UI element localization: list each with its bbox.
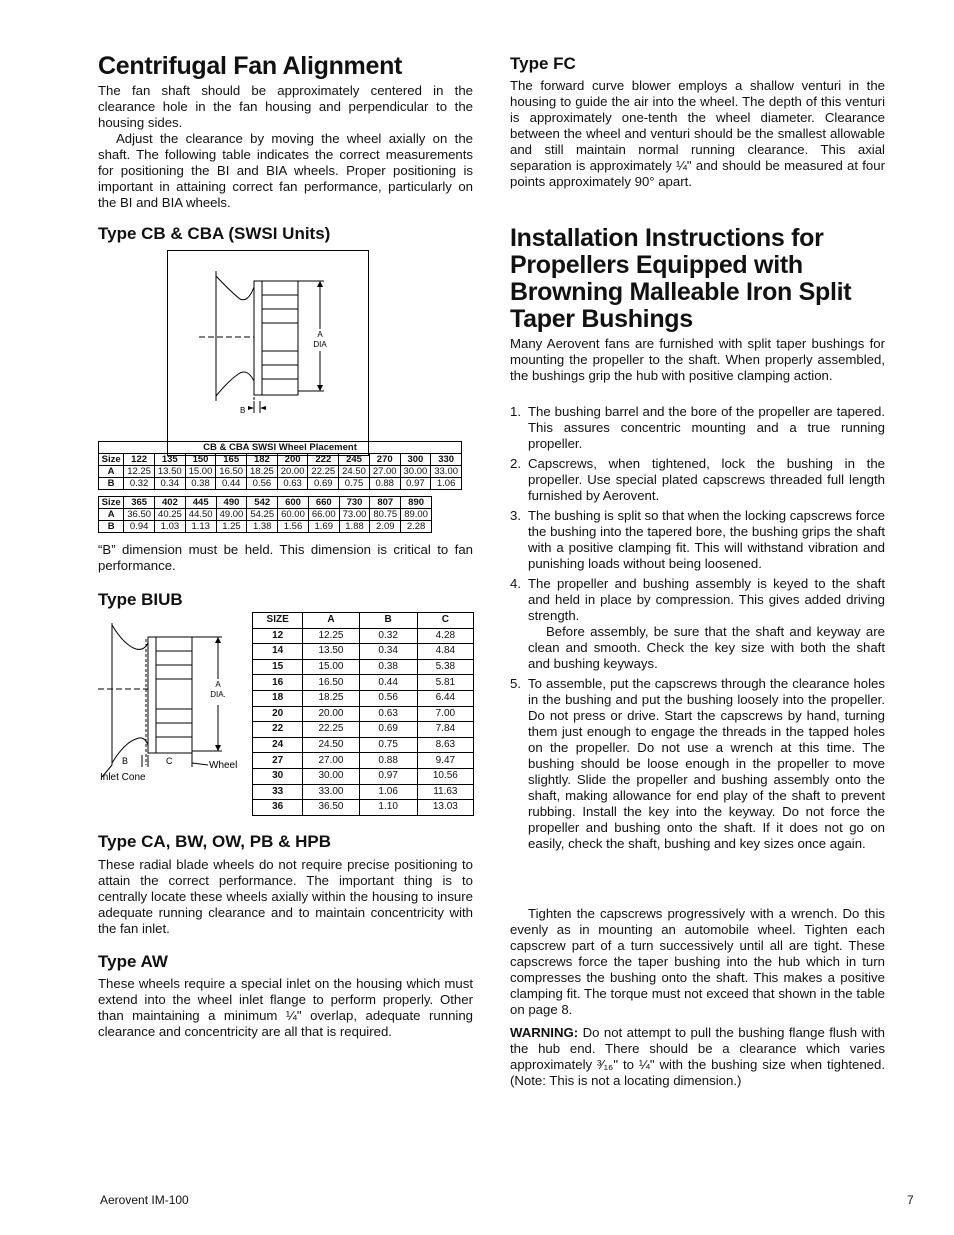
table-cell: B bbox=[99, 521, 124, 533]
table-cell: 4.28 bbox=[417, 628, 473, 644]
fc-paragraph: The forward curve blower employs a shallow venturi in the housing to guide the air into the wheel. The depth of this venturi is approximately one-tenth the wheel diameter. Clearance between the wheel and venturi should be the smallest allowable and still maintain normal running clearance. This axial separation is approximately ¼" and should be measured at four points approximately 90° apart. bbox=[510, 78, 885, 189]
table-cell: 890 bbox=[401, 497, 432, 509]
cb-wheel-drawing bbox=[168, 251, 368, 455]
table-cell: 1.25 bbox=[216, 521, 247, 533]
table-cell: 11.63 bbox=[417, 784, 473, 800]
table-cell: 12.25 bbox=[124, 466, 155, 478]
table-cell: 402 bbox=[155, 497, 186, 509]
table-row bbox=[253, 737, 474, 753]
table-row bbox=[253, 675, 474, 691]
table-row bbox=[253, 659, 474, 675]
table-cell: 270 bbox=[369, 454, 400, 466]
biub-dia-label: DIA. bbox=[210, 690, 226, 699]
step-number: 3. bbox=[510, 508, 521, 523]
aw-heading: Type AW bbox=[98, 952, 168, 971]
biub-c-label: C bbox=[166, 756, 173, 766]
table-cell: A bbox=[99, 509, 124, 521]
cb-a-label: A bbox=[317, 330, 323, 339]
cb-size-row-2 bbox=[99, 497, 432, 509]
footer-page-number: 7 bbox=[907, 1193, 914, 1207]
biub-wheel-label: Wheel bbox=[209, 760, 238, 771]
table-cell: 600 bbox=[278, 497, 309, 509]
table-cell: 13.50 bbox=[154, 466, 185, 478]
step-text: The bushing is split so that when the locking capscrews force the bushing into the tapered bore, the bushing grips the shaft with a positive clamping fit. This will withstand vibration and punishing loads without being loosened. bbox=[528, 508, 885, 571]
table-cell: 36.50 bbox=[124, 509, 155, 521]
list-item bbox=[510, 576, 885, 672]
table-cell: 0.44 bbox=[359, 675, 417, 691]
biub-wheel-diagram bbox=[98, 615, 248, 790]
table-cell: 445 bbox=[185, 497, 216, 509]
table-cell: 40.25 bbox=[155, 509, 186, 521]
table-row bbox=[253, 784, 474, 800]
step-text: The bushing barrel and the bore of the propeller are tapered. This assures concentric mounting and a true running propeller. bbox=[528, 404, 885, 451]
table-cell: 20.00 bbox=[303, 706, 359, 722]
table-cell: 89.00 bbox=[401, 509, 432, 521]
table-cell: 22 bbox=[253, 722, 303, 738]
install-title: Installation Instructions for Propellers Equipped with Browning Malleable Iron Split Taper Bushings bbox=[510, 224, 852, 333]
table-cell: 0.88 bbox=[359, 753, 417, 769]
table-cell: 18 bbox=[253, 690, 303, 706]
step-text: The propeller and bushing assembly is keyed to the shaft and held in place by compression. This gives added driving strength. bbox=[528, 576, 885, 623]
table-row bbox=[253, 753, 474, 769]
table-cell: 1.03 bbox=[155, 521, 186, 533]
table-cell: 54.25 bbox=[247, 509, 278, 521]
table-cell: 1.56 bbox=[278, 521, 309, 533]
table-cell: 0.75 bbox=[359, 737, 417, 753]
table-cell: 0.34 bbox=[154, 478, 185, 490]
table-cell: 12 bbox=[253, 628, 303, 644]
table-row bbox=[253, 628, 474, 644]
table-cell: 33.00 bbox=[303, 784, 359, 800]
cb-wheel-diagram bbox=[167, 250, 369, 456]
table-cell: 20 bbox=[253, 706, 303, 722]
table-cell: 1.13 bbox=[185, 521, 216, 533]
table-cell: 330 bbox=[431, 454, 462, 466]
table-row bbox=[253, 690, 474, 706]
warning-text: Do not attempt to pull the bushing flange flush with the hub end. There should be a clearance which varies approximately ³⁄₁₆" to ¼" with the bushing size when tightened. (Note: This is not a locating dimension.) bbox=[510, 1025, 885, 1088]
table-cell: 66.00 bbox=[308, 509, 339, 521]
table-cell: 33 bbox=[253, 784, 303, 800]
table-cell: 0.69 bbox=[308, 478, 339, 490]
table-cell: 44.50 bbox=[185, 509, 216, 521]
tighten-paragraph: Tighten the capscrews progressively with a wrench. Do this evenly as in mounting an automobile wheel. Tighten each capscrew part of a turn successively until all are tight. These capscrews force the taper bushing into the hub which in turn compresses the bushing onto the shaft. This makes a positive clamping fit. The torque must not exceed that shown in the table on page 8. bbox=[510, 906, 885, 1017]
table-cell: 122 bbox=[124, 454, 155, 466]
table-cell: 2.28 bbox=[401, 521, 432, 533]
table-cell: 1.88 bbox=[339, 521, 370, 533]
biub-heading: Type BIUB bbox=[98, 590, 183, 609]
table-cell: 365 bbox=[124, 497, 155, 509]
table-cell: 7.00 bbox=[417, 706, 473, 722]
table-cell: 1.06 bbox=[431, 478, 462, 490]
table-cell: 24.50 bbox=[303, 737, 359, 753]
table-cell: 4.84 bbox=[417, 644, 473, 660]
table-cell: 60.00 bbox=[278, 509, 309, 521]
intro-paragraph-1: The fan shaft should be approximately centered in the clearance hole in the fan housing and perpendicular to the housing sides. bbox=[98, 83, 473, 130]
cb-a-row-2 bbox=[99, 509, 432, 521]
biub-inlet-label: Inlet Cone bbox=[100, 772, 146, 783]
table-cell: 0.38 bbox=[359, 659, 417, 675]
step-text: To assemble, put the capscrews through the clearance holes in the bushing and put the bushing loosely into the propeller. Do not press or drive. Start the capscrews by hand, turning them just enough to engage the threads in the tapped holes on the propeller. Do not use a wrench at this time. The bushing should be loose enough in the propeller to move slightly. Slide the propeller and bushing assembly onto the shaft, making allowance for end play of the shaft to prevent rubbing. Install the key into the keyway. Do not force the propeller and bushing onto the shaft. If it does not go on easily, check the shaft, bushing and key sizes once again. bbox=[528, 676, 885, 851]
table-cell: 13.03 bbox=[417, 800, 473, 816]
table-cell: 15 bbox=[253, 659, 303, 675]
cb-b-label: B bbox=[240, 406, 246, 415]
table-cell: 36.50 bbox=[303, 800, 359, 816]
table-cell: 1.10 bbox=[359, 800, 417, 816]
table-cell: 300 bbox=[400, 454, 431, 466]
table-cell: 22.25 bbox=[308, 466, 339, 478]
table-cell: 9.47 bbox=[417, 753, 473, 769]
table-cell: 0.56 bbox=[359, 690, 417, 706]
list-item bbox=[510, 508, 885, 572]
biub-header-size: SIZE bbox=[253, 613, 303, 629]
table-cell: 182 bbox=[247, 454, 278, 466]
aw-paragraph: These wheels require a special inlet on the housing which must extend into the wheel inlet flange to perform properly. Other than maintaining a minimum ¼" overlap, adequate running clearance and concentricity are all that is required. bbox=[98, 976, 473, 1039]
table-cell: 16.50 bbox=[303, 675, 359, 691]
cb-size-row-1 bbox=[99, 454, 462, 466]
table-cell: 24.50 bbox=[339, 466, 370, 478]
table-cell: 135 bbox=[154, 454, 185, 466]
cb-a-row-1 bbox=[99, 466, 462, 478]
table-cell: 6.44 bbox=[417, 690, 473, 706]
table-cell: 22.25 bbox=[303, 722, 359, 738]
step-number: 4. bbox=[510, 576, 521, 591]
cb-placement-table-2 bbox=[98, 496, 432, 533]
b-dimension-note: “B” dimension must be held. This dimension is critical to fan performance. bbox=[98, 542, 473, 573]
cb-dia-label: DIA bbox=[313, 340, 327, 349]
table-cell: 1.69 bbox=[308, 521, 339, 533]
table-cell: 0.75 bbox=[339, 478, 370, 490]
table-row bbox=[253, 706, 474, 722]
table-cell: 27.00 bbox=[303, 753, 359, 769]
table-cell: 0.34 bbox=[359, 644, 417, 660]
table-cell: 165 bbox=[216, 454, 247, 466]
table-cell: 7.84 bbox=[417, 722, 473, 738]
step-number: 2. bbox=[510, 456, 521, 471]
table-cell: 33.00 bbox=[431, 466, 462, 478]
footer-doc-id: Aerovent IM-100 bbox=[100, 1193, 189, 1207]
table-cell: 0.32 bbox=[359, 628, 417, 644]
table-cell: 0.94 bbox=[124, 521, 155, 533]
cb-b-row-2 bbox=[99, 521, 432, 533]
table-row bbox=[253, 800, 474, 816]
table-cell: 30 bbox=[253, 768, 303, 784]
step-text: Capscrews, when tightened, lock the bushing in the propeller. Use special plated capscrews threaded full length furnished by Aerovent. bbox=[528, 456, 885, 503]
cb-table-caption: CB & CBA SWSI Wheel Placement bbox=[99, 442, 462, 454]
table-row bbox=[253, 644, 474, 660]
table-cell: 660 bbox=[308, 497, 339, 509]
table-cell: 0.56 bbox=[247, 478, 278, 490]
table-cell: 30.00 bbox=[303, 768, 359, 784]
table-cell: B bbox=[99, 478, 124, 490]
table-cell: A bbox=[99, 466, 124, 478]
table-cell: 222 bbox=[308, 454, 339, 466]
table-cell: 13.50 bbox=[303, 644, 359, 660]
table-cell: 12.25 bbox=[303, 628, 359, 644]
table-cell: 27.00 bbox=[369, 466, 400, 478]
install-intro: Many Aerovent fans are furnished with split taper bushings for mounting the propeller to the shaft. When properly assembled, the bushings grip the hub with positive clamping action. bbox=[510, 336, 885, 383]
table-cell: 14 bbox=[253, 644, 303, 660]
intro-paragraph-2: Adjust the clearance by moving the wheel axially on the shaft. The following table indicates the correct measurements for positioning the BI and BIA wheels. Proper positioning is important in attaining correct fan performance, particularly on the BI and BIA wheels. bbox=[98, 131, 473, 210]
step-4-note: Before assembly, be sure that the shaft and keyway are clean and smooth. Check the key size with both the shaft and bushing keyways. bbox=[528, 624, 885, 671]
table-cell: 18.25 bbox=[247, 466, 278, 478]
biub-header-c: C bbox=[417, 613, 473, 629]
table-cell: 16.50 bbox=[216, 466, 247, 478]
table-cell: 18.25 bbox=[303, 690, 359, 706]
table-cell: 2.09 bbox=[370, 521, 401, 533]
biub-header-row bbox=[253, 613, 474, 629]
ca-heading: Type CA, BW, OW, PB & HPB bbox=[98, 832, 331, 851]
list-item bbox=[510, 676, 885, 852]
table-cell: 5.38 bbox=[417, 659, 473, 675]
list-item bbox=[510, 456, 885, 504]
table-cell: 0.63 bbox=[359, 706, 417, 722]
table-cell: 15.00 bbox=[303, 659, 359, 675]
table-cell: 24 bbox=[253, 737, 303, 753]
table-cell: 80.75 bbox=[370, 509, 401, 521]
biub-header-a: A bbox=[303, 613, 359, 629]
table-cell: 0.44 bbox=[216, 478, 247, 490]
biub-b-label: B bbox=[122, 756, 129, 766]
biub-table bbox=[252, 612, 474, 816]
table-cell: 49.00 bbox=[216, 509, 247, 521]
step-number: 5. bbox=[510, 676, 521, 691]
table-cell: 10.56 bbox=[417, 768, 473, 784]
page-title: Centrifugal Fan Alignment bbox=[98, 52, 403, 80]
table-cell: Size bbox=[99, 454, 124, 466]
table-cell: 30.00 bbox=[400, 466, 431, 478]
table-cell: 73.00 bbox=[339, 509, 370, 521]
table-cell: 8.63 bbox=[417, 737, 473, 753]
table-cell: 150 bbox=[185, 454, 216, 466]
table-cell: 1.06 bbox=[359, 784, 417, 800]
table-cell: 807 bbox=[370, 497, 401, 509]
table-cell: 16 bbox=[253, 675, 303, 691]
ca-paragraph: These radial blade wheels do not require precise positioning to attain the correct performance. The important thing is to centrally locate these wheels axially within the housing to insure adequate running clearance and to maintain concentricity with the fan inlet. bbox=[98, 857, 473, 936]
install-steps bbox=[510, 404, 885, 856]
fc-heading: Type FC bbox=[510, 54, 576, 73]
table-cell: 27 bbox=[253, 753, 303, 769]
list-item bbox=[510, 404, 885, 452]
cb-heading: Type CB & CBA (SWSI Units) bbox=[98, 224, 331, 243]
table-cell: 1.38 bbox=[247, 521, 278, 533]
table-cell: 245 bbox=[339, 454, 370, 466]
table-row bbox=[253, 722, 474, 738]
table-cell: 542 bbox=[247, 497, 278, 509]
cb-b-row-1 bbox=[99, 478, 462, 490]
table-cell: 200 bbox=[277, 454, 308, 466]
table-cell: Size bbox=[99, 497, 124, 509]
table-cell: 5.81 bbox=[417, 675, 473, 691]
table-cell: 15.00 bbox=[185, 466, 216, 478]
table-cell: 0.63 bbox=[277, 478, 308, 490]
cb-placement-table bbox=[98, 441, 462, 490]
table-cell: 36 bbox=[253, 800, 303, 816]
warning-paragraph bbox=[510, 1025, 885, 1089]
table-cell: 490 bbox=[216, 497, 247, 509]
step-number: 1. bbox=[510, 404, 521, 419]
table-cell: 0.88 bbox=[369, 478, 400, 490]
table-cell: 730 bbox=[339, 497, 370, 509]
warning-label: WARNING: bbox=[510, 1025, 579, 1040]
biub-header-b: B bbox=[359, 613, 417, 629]
table-cell: 0.69 bbox=[359, 722, 417, 738]
table-cell: 0.38 bbox=[185, 478, 216, 490]
table-cell: 0.97 bbox=[359, 768, 417, 784]
table-row bbox=[253, 768, 474, 784]
biub-a-label: A bbox=[215, 680, 221, 689]
table-cell: 0.32 bbox=[124, 478, 155, 490]
table-cell: 20.00 bbox=[277, 466, 308, 478]
table-cell: 0.97 bbox=[400, 478, 431, 490]
